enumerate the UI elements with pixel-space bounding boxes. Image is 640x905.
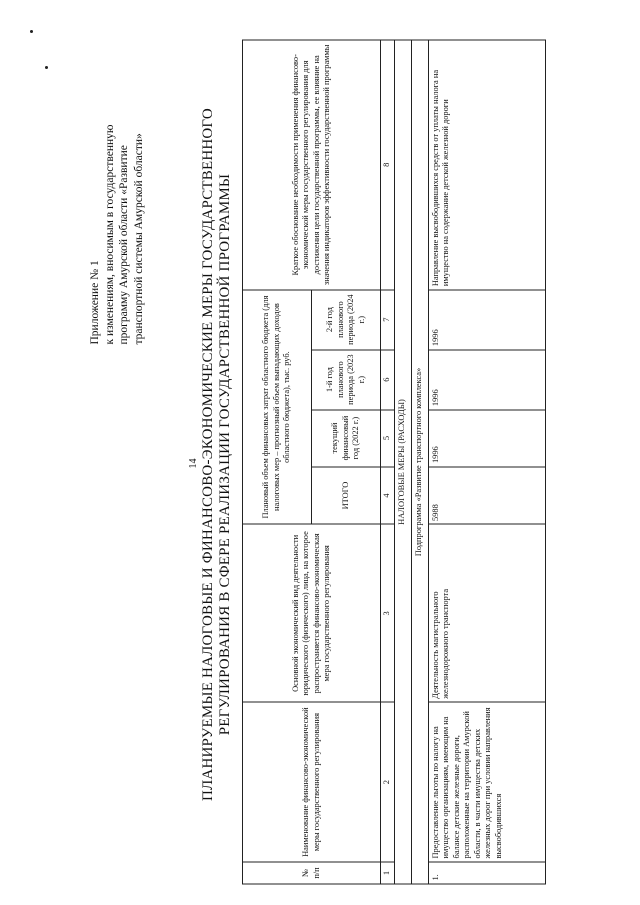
title-line-1: ПЛАНИРУЕМЫЕ НАЛОГОВЫЕ И ФИНАНСОВО-ЭКОНОМИЧЕСКИЕ МЕРЫ ГОСУДАРСТВЕННОГО	[200, 108, 216, 801]
annex-block	[88, 25, 146, 345]
column-number: 1	[381, 862, 395, 884]
column-number: 7	[381, 290, 395, 350]
annex-line-4: транспортной системы Амурской области»	[132, 133, 145, 345]
subprogram-row	[411, 40, 428, 884]
document-title	[200, 75, 234, 835]
year-2024-cell: 1996	[428, 290, 545, 350]
page-number: 14	[188, 458, 199, 469]
measures-table	[242, 40, 546, 885]
column-number: 4	[381, 467, 395, 525]
col-header-rationale: Краткое обоснование необходимости применения финансово-экономической меры государственного регулирования для достижения цели государственной программы, ее влияние на значения индикаторов эффективности государственной программы	[243, 40, 381, 290]
annex-line-2: к изменениям, вносимым в государственную	[103, 124, 116, 345]
col-header-name: Наименование финансово-экономической меры государственного регулирования	[243, 702, 381, 862]
total-cell: 5988	[428, 467, 545, 525]
col-header-activity: Основной экономический вид деятельности юридического (физического) лица, на которое распространяется финансово-экономическая мера государственного регулирования	[243, 524, 381, 702]
col-header-2022: текущий финансовый год (2022 г.)	[312, 410, 381, 467]
annex-line-3: программу Амурской области «Развитие	[118, 145, 130, 345]
column-number: 8	[381, 40, 395, 290]
measure-name-cell: Предоставление льготы по налогу на имущество организациям, имеющим на балансе детские железные дороги, расположенные на территории Амурской области, в части имущества детских железных дорог при условии направления высвободившихся	[428, 702, 545, 862]
header-row	[243, 40, 312, 884]
title-line-2: РЕГУЛИРОВАНИЯ В СФЕРЕ РЕАЛИЗАЦИИ ГОСУДАРСТВЕННОЙ ПРОГРАММЫ	[217, 173, 233, 736]
rationale-cell: Направление высвободившихся средств от уплаты налога на имущество на содержание детской железной дороги	[428, 40, 545, 290]
row-number: 1.	[428, 862, 545, 884]
year-2023-cell: 1996	[428, 350, 545, 410]
column-number: 2	[381, 702, 395, 862]
column-number: 3	[381, 524, 395, 702]
col-header-total: ИТОГО	[312, 467, 381, 525]
subprogram-title: Подпрограмма «Развитие транспортного комплекса»	[411, 40, 428, 884]
column-number: 5	[381, 410, 395, 467]
section-row	[394, 40, 411, 884]
activity-cell: Деятельность магистрального железнодорожного транспорта	[428, 524, 545, 702]
column-number: 6	[381, 350, 395, 410]
column-number-row	[381, 40, 395, 884]
table-row	[428, 40, 545, 884]
year-2022-cell: 1996	[428, 410, 545, 467]
section-title: НАЛОГОВЫЕ МЕРЫ (РАСХОДЫ)	[394, 40, 411, 884]
annex-line-1: Приложение № 1	[89, 260, 101, 345]
col-header-budget: Плановый объем финансовых затрат областного бюджета (для налоговых мер – прогнозный объем выпадающих доходов областного бюджета), тыс. руб.	[243, 290, 312, 525]
col-header-2024: 2-й год планового периода (2024 г.)	[312, 290, 381, 350]
col-header-no: № п/п	[243, 862, 381, 884]
col-header-2023: 1-й год планового периода (2023 г.)	[312, 350, 381, 410]
